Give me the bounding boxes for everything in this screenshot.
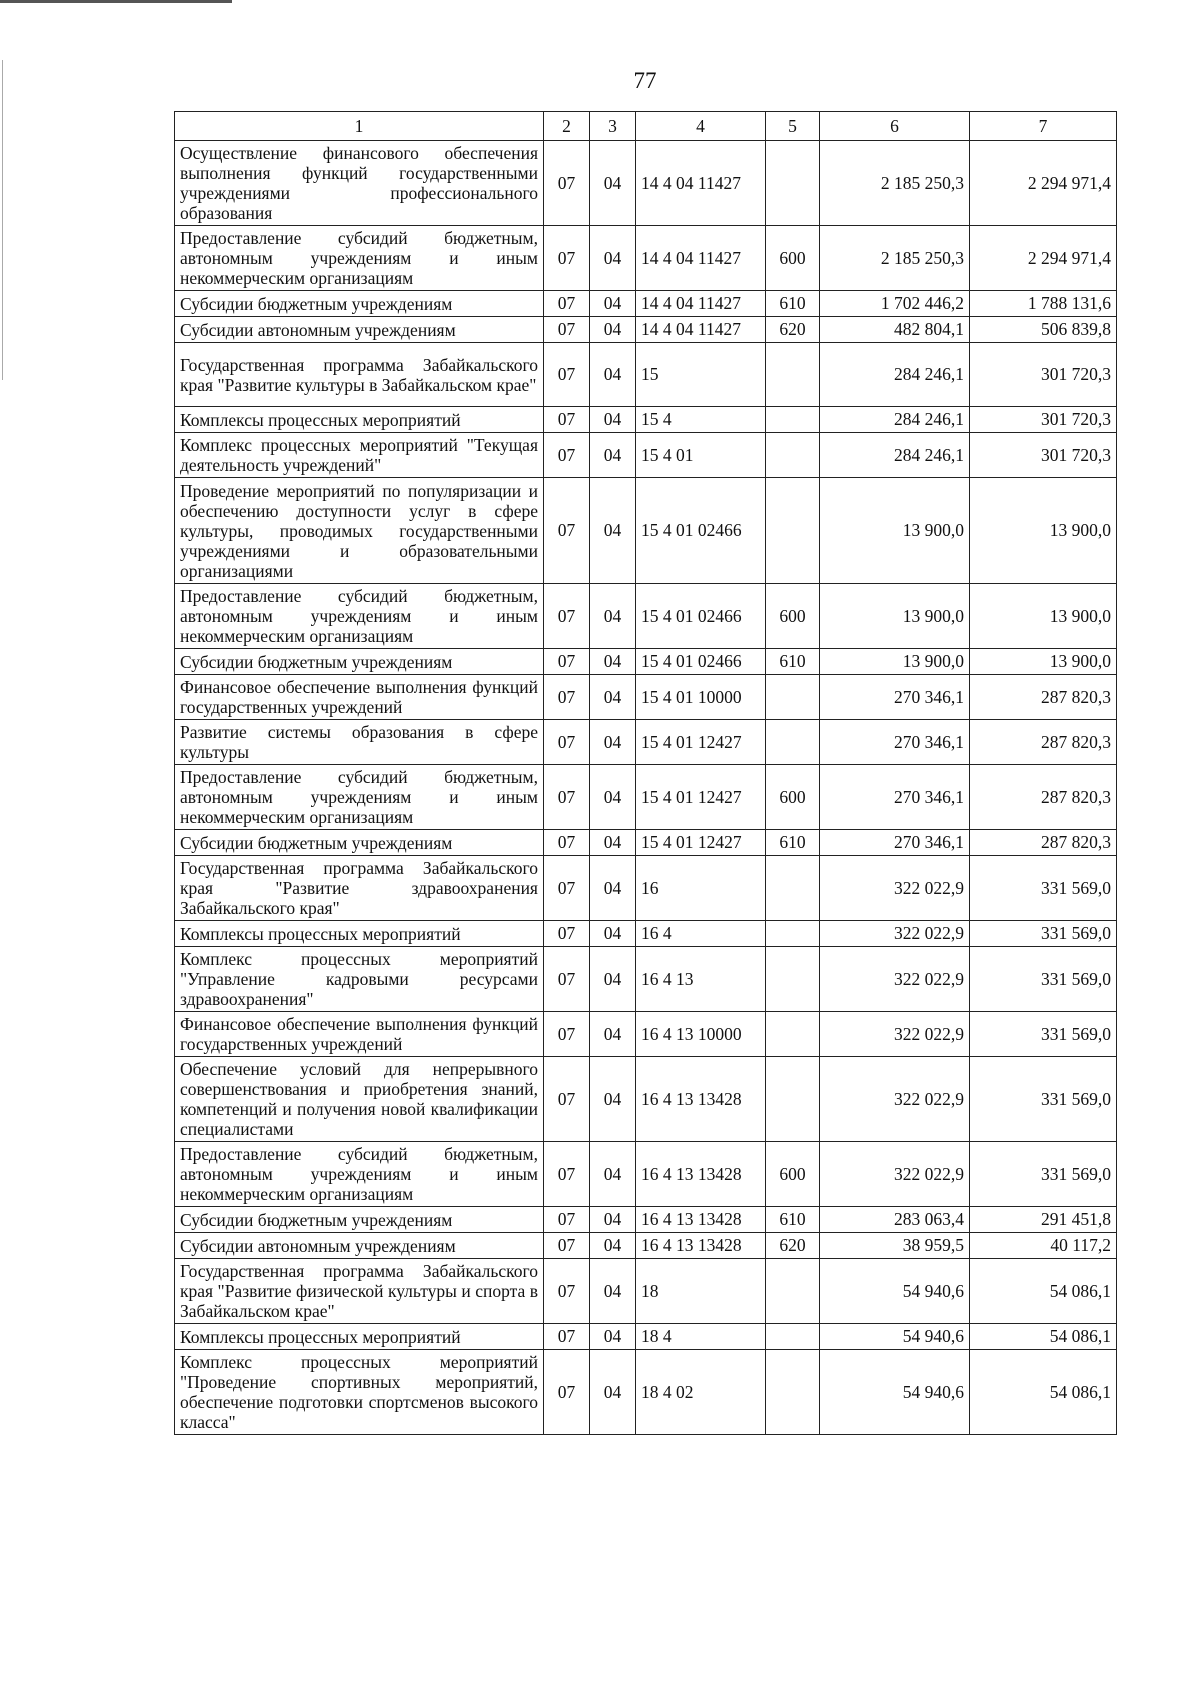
cell-amount-year2: 331 569,0 xyxy=(970,1012,1117,1057)
cell-section: 07 xyxy=(544,317,590,343)
cell-amount-year1: 2 185 250,3 xyxy=(820,141,970,226)
cell-target-article: 14 4 04 11427 xyxy=(636,291,766,317)
cell-subsection: 04 xyxy=(590,720,636,765)
cell-subsection: 04 xyxy=(590,1233,636,1259)
cell-name: Проведение мероприятий по популяризации и обеспечению доступности услуг в сфере культуры, проводимых государственными учреждениями и образовательными организациями xyxy=(175,478,544,584)
cell-amount-year1: 2 185 250,3 xyxy=(820,226,970,291)
cell-amount-year1: 54 940,6 xyxy=(820,1350,970,1435)
cell-subsection: 04 xyxy=(590,478,636,584)
cell-target-article: 15 4 01 12427 xyxy=(636,720,766,765)
cell-amount-year2: 331 569,0 xyxy=(970,856,1117,921)
cell-section: 07 xyxy=(544,675,590,720)
cell-amount-year2: 287 820,3 xyxy=(970,720,1117,765)
column-header-1: 1 xyxy=(175,112,544,141)
cell-section: 07 xyxy=(544,649,590,675)
cell-name: Предоставление субсидий бюджетным, автономным учреждениям и иным некоммерческим организациям xyxy=(175,584,544,649)
cell-section: 07 xyxy=(544,720,590,765)
cell-subsection: 04 xyxy=(590,1057,636,1142)
cell-amount-year2: 54 086,1 xyxy=(970,1324,1117,1350)
cell-expense-type: 620 xyxy=(766,317,820,343)
cell-section: 07 xyxy=(544,765,590,830)
table-row xyxy=(175,765,1117,830)
cell-target-article: 15 4 01 02466 xyxy=(636,478,766,584)
cell-name: Финансовое обеспечение выполнения функций государственных учреждений xyxy=(175,1012,544,1057)
budget-table xyxy=(174,111,1117,1435)
cell-section: 07 xyxy=(544,1207,590,1233)
cell-name: Развитие системы образования в сфере культуры xyxy=(175,720,544,765)
cell-section: 07 xyxy=(544,226,590,291)
table-row xyxy=(175,291,1117,317)
cell-section: 07 xyxy=(544,1012,590,1057)
cell-amount-year2: 331 569,0 xyxy=(970,1142,1117,1207)
cell-name: Комплексы процессных мероприятий xyxy=(175,921,544,947)
cell-subsection: 04 xyxy=(590,584,636,649)
cell-name: Предоставление субсидий бюджетным, автономным учреждениям и иным некоммерческим организациям xyxy=(175,1142,544,1207)
cell-amount-year2: 287 820,3 xyxy=(970,765,1117,830)
cell-subsection: 04 xyxy=(590,433,636,478)
table-row xyxy=(175,856,1117,921)
cell-amount-year2: 301 720,3 xyxy=(970,433,1117,478)
cell-subsection: 04 xyxy=(590,830,636,856)
cell-amount-year2: 54 086,1 xyxy=(970,1259,1117,1324)
column-header-3: 3 xyxy=(590,112,636,141)
cell-section: 07 xyxy=(544,141,590,226)
cell-amount-year2: 13 900,0 xyxy=(970,478,1117,584)
cell-amount-year2: 331 569,0 xyxy=(970,1057,1117,1142)
cell-expense-type xyxy=(766,1012,820,1057)
cell-amount-year1: 54 940,6 xyxy=(820,1259,970,1324)
cell-amount-year2: 13 900,0 xyxy=(970,649,1117,675)
table-row xyxy=(175,584,1117,649)
cell-section: 07 xyxy=(544,947,590,1012)
cell-amount-year2: 40 117,2 xyxy=(970,1233,1117,1259)
cell-expense-type xyxy=(766,407,820,433)
cell-amount-year1: 322 022,9 xyxy=(820,856,970,921)
table-row xyxy=(175,343,1117,407)
cell-target-article: 15 4 01 10000 xyxy=(636,675,766,720)
cell-subsection: 04 xyxy=(590,856,636,921)
cell-subsection: 04 xyxy=(590,407,636,433)
cell-amount-year2: 301 720,3 xyxy=(970,407,1117,433)
table-row xyxy=(175,478,1117,584)
cell-name: Государственная программа Забайкальского края "Развитие здравоохранения Забайкальского края" xyxy=(175,856,544,921)
cell-amount-year2: 2 294 971,4 xyxy=(970,226,1117,291)
cell-amount-year1: 270 346,1 xyxy=(820,675,970,720)
cell-target-article: 16 xyxy=(636,856,766,921)
cell-section: 07 xyxy=(544,921,590,947)
cell-subsection: 04 xyxy=(590,765,636,830)
cell-subsection: 04 xyxy=(590,317,636,343)
cell-target-article: 18 xyxy=(636,1259,766,1324)
cell-section: 07 xyxy=(544,856,590,921)
cell-section: 07 xyxy=(544,433,590,478)
cell-target-article: 16 4 13 13428 xyxy=(636,1142,766,1207)
cell-name: Субсидии бюджетным учреждениям xyxy=(175,649,544,675)
table-row xyxy=(175,433,1117,478)
cell-target-article: 15 4 xyxy=(636,407,766,433)
cell-expense-type xyxy=(766,433,820,478)
cell-target-article: 16 4 13 xyxy=(636,947,766,1012)
cell-target-article: 16 4 13 13428 xyxy=(636,1057,766,1142)
cell-name: Осуществление финансового обеспечения выполнения функций государственными учреждениями профессионального образования xyxy=(175,141,544,226)
table-row xyxy=(175,1350,1117,1435)
cell-subsection: 04 xyxy=(590,343,636,407)
cell-amount-year2: 2 294 971,4 xyxy=(970,141,1117,226)
cell-subsection: 04 xyxy=(590,1350,636,1435)
page-number: 77 xyxy=(633,68,657,93)
cell-amount-year1: 13 900,0 xyxy=(820,649,970,675)
cell-amount-year1: 13 900,0 xyxy=(820,584,970,649)
cell-amount-year1: 322 022,9 xyxy=(820,921,970,947)
cell-section: 07 xyxy=(544,1350,590,1435)
cell-expense-type xyxy=(766,478,820,584)
column-header-5: 5 xyxy=(766,112,820,141)
table-row xyxy=(175,830,1117,856)
table-row xyxy=(175,407,1117,433)
cell-amount-year2: 54 086,1 xyxy=(970,1350,1117,1435)
cell-amount-year1: 38 959,5 xyxy=(820,1233,970,1259)
cell-section: 07 xyxy=(544,1057,590,1142)
cell-amount-year1: 284 246,1 xyxy=(820,407,970,433)
cell-expense-type xyxy=(766,1057,820,1142)
cell-section: 07 xyxy=(544,584,590,649)
cell-expense-type: 610 xyxy=(766,291,820,317)
column-header-4: 4 xyxy=(636,112,766,141)
cell-subsection: 04 xyxy=(590,649,636,675)
cell-amount-year2: 331 569,0 xyxy=(970,947,1117,1012)
cell-target-article: 14 4 04 11427 xyxy=(636,141,766,226)
cell-target-article: 16 4 13 10000 xyxy=(636,1012,766,1057)
cell-name: Обеспечение условий для непрерывного совершенствования и приобретения знаний, компетенций и получения новой квалификации специалистами xyxy=(175,1057,544,1142)
cell-name: Предоставление субсидий бюджетным, автономным учреждениям и иным некоммерческим организациям xyxy=(175,226,544,291)
cell-target-article: 14 4 04 11427 xyxy=(636,317,766,343)
cell-subsection: 04 xyxy=(590,226,636,291)
cell-amount-year2: 291 451,8 xyxy=(970,1207,1117,1233)
cell-target-article: 15 4 01 12427 xyxy=(636,830,766,856)
cell-subsection: 04 xyxy=(590,291,636,317)
table-row xyxy=(175,1233,1117,1259)
cell-amount-year1: 1 702 446,2 xyxy=(820,291,970,317)
cell-expense-type xyxy=(766,675,820,720)
table-body xyxy=(175,141,1117,1435)
cell-expense-type: 600 xyxy=(766,1142,820,1207)
cell-amount-year1: 482 804,1 xyxy=(820,317,970,343)
cell-expense-type xyxy=(766,921,820,947)
table-row xyxy=(175,720,1117,765)
cell-target-article: 15 4 01 02466 xyxy=(636,649,766,675)
scan-artifact-top-left xyxy=(0,0,232,3)
cell-section: 07 xyxy=(544,343,590,407)
cell-amount-year1: 322 022,9 xyxy=(820,1142,970,1207)
table-row xyxy=(175,675,1117,720)
table-row xyxy=(175,317,1117,343)
cell-amount-year1: 270 346,1 xyxy=(820,765,970,830)
table-row xyxy=(175,1207,1117,1233)
cell-target-article: 16 4 xyxy=(636,921,766,947)
cell-name: Комплексы процессных мероприятий xyxy=(175,407,544,433)
cell-section: 07 xyxy=(544,1142,590,1207)
cell-amount-year2: 13 900,0 xyxy=(970,584,1117,649)
cell-expense-type: 600 xyxy=(766,584,820,649)
cell-section: 07 xyxy=(544,407,590,433)
cell-subsection: 04 xyxy=(590,675,636,720)
scan-artifact-left-edge xyxy=(2,60,3,380)
table-row xyxy=(175,141,1117,226)
cell-subsection: 04 xyxy=(590,1259,636,1324)
cell-target-article: 18 4 xyxy=(636,1324,766,1350)
cell-name: Субсидии автономным учреждениям xyxy=(175,1233,544,1259)
cell-expense-type xyxy=(766,343,820,407)
cell-name: Субсидии бюджетным учреждениям xyxy=(175,1207,544,1233)
table-row xyxy=(175,1142,1117,1207)
cell-amount-year1: 322 022,9 xyxy=(820,1057,970,1142)
cell-amount-year1: 13 900,0 xyxy=(820,478,970,584)
cell-amount-year1: 284 246,1 xyxy=(820,433,970,478)
cell-section: 07 xyxy=(544,1233,590,1259)
table-row xyxy=(175,1259,1117,1324)
cell-amount-year2: 287 820,3 xyxy=(970,830,1117,856)
cell-subsection: 04 xyxy=(590,947,636,1012)
table-row xyxy=(175,1057,1117,1142)
cell-subsection: 04 xyxy=(590,1142,636,1207)
cell-amount-year1: 270 346,1 xyxy=(820,830,970,856)
cell-subsection: 04 xyxy=(590,1207,636,1233)
table-row xyxy=(175,226,1117,291)
cell-section: 07 xyxy=(544,291,590,317)
cell-amount-year1: 322 022,9 xyxy=(820,947,970,1012)
cell-subsection: 04 xyxy=(590,141,636,226)
cell-name: Субсидии бюджетным учреждениям xyxy=(175,291,544,317)
cell-amount-year1: 322 022,9 xyxy=(820,1012,970,1057)
cell-target-article: 18 4 02 xyxy=(636,1350,766,1435)
cell-section: 07 xyxy=(544,1259,590,1324)
cell-section: 07 xyxy=(544,478,590,584)
cell-target-article: 14 4 04 11427 xyxy=(636,226,766,291)
cell-subsection: 04 xyxy=(590,1012,636,1057)
cell-expense-type xyxy=(766,141,820,226)
cell-expense-type xyxy=(766,1259,820,1324)
cell-name: Комплекс процессных мероприятий "Управление кадровыми ресурсами здравоохранения" xyxy=(175,947,544,1012)
cell-target-article: 16 4 13 13428 xyxy=(636,1233,766,1259)
cell-target-article: 15 4 01 02466 xyxy=(636,584,766,649)
cell-amount-year2: 301 720,3 xyxy=(970,343,1117,407)
cell-expense-type xyxy=(766,856,820,921)
cell-expense-type xyxy=(766,720,820,765)
cell-name: Финансовое обеспечение выполнения функций государственных учреждений xyxy=(175,675,544,720)
cell-name: Субсидии автономным учреждениям xyxy=(175,317,544,343)
cell-target-article: 15 4 01 12427 xyxy=(636,765,766,830)
cell-amount-year2: 287 820,3 xyxy=(970,675,1117,720)
table-row xyxy=(175,1324,1117,1350)
cell-section: 07 xyxy=(544,1324,590,1350)
cell-expense-type: 610 xyxy=(766,649,820,675)
table-row xyxy=(175,1012,1117,1057)
cell-amount-year1: 54 940,6 xyxy=(820,1324,970,1350)
cell-expense-type: 610 xyxy=(766,830,820,856)
cell-amount-year1: 270 346,1 xyxy=(820,720,970,765)
cell-amount-year2: 1 788 131,6 xyxy=(970,291,1117,317)
cell-name: Комплекс процессных мероприятий "Проведение спортивных мероприятий, обеспечение подготовки спортсменов высокого класса" xyxy=(175,1350,544,1435)
cell-name: Государственная программа Забайкальского края "Развитие культуры в Забайкальском крае" xyxy=(175,343,544,407)
table-row xyxy=(175,947,1117,1012)
cell-expense-type xyxy=(766,947,820,1012)
cell-name: Предоставление субсидий бюджетным, автономным учреждениям и иным некоммерческим организациям xyxy=(175,765,544,830)
cell-target-article: 15 xyxy=(636,343,766,407)
cell-expense-type: 610 xyxy=(766,1207,820,1233)
cell-expense-type: 600 xyxy=(766,765,820,830)
cell-amount-year1: 283 063,4 xyxy=(820,1207,970,1233)
table-row xyxy=(175,921,1117,947)
cell-expense-type xyxy=(766,1324,820,1350)
column-header-7: 7 xyxy=(970,112,1117,141)
cell-expense-type: 620 xyxy=(766,1233,820,1259)
cell-name: Государственная программа Забайкальского края "Развитие физической культуры и спорта в Забайкальском крае" xyxy=(175,1259,544,1324)
cell-name: Комплекс процессных мероприятий "Текущая деятельность учреждений" xyxy=(175,433,544,478)
column-header-2: 2 xyxy=(544,112,590,141)
cell-expense-type xyxy=(766,1350,820,1435)
cell-target-article: 15 4 01 xyxy=(636,433,766,478)
cell-expense-type: 600 xyxy=(766,226,820,291)
cell-section: 07 xyxy=(544,830,590,856)
cell-name: Комплексы процессных мероприятий xyxy=(175,1324,544,1350)
cell-target-article: 16 4 13 13428 xyxy=(636,1207,766,1233)
cell-amount-year1: 284 246,1 xyxy=(820,343,970,407)
cell-amount-year2: 331 569,0 xyxy=(970,921,1117,947)
header-row xyxy=(175,112,1117,141)
cell-amount-year2: 506 839,8 xyxy=(970,317,1117,343)
table-row xyxy=(175,649,1117,675)
cell-name: Субсидии бюджетным учреждениям xyxy=(175,830,544,856)
cell-subsection: 04 xyxy=(590,921,636,947)
cell-subsection: 04 xyxy=(590,1324,636,1350)
column-header-6: 6 xyxy=(820,112,970,141)
